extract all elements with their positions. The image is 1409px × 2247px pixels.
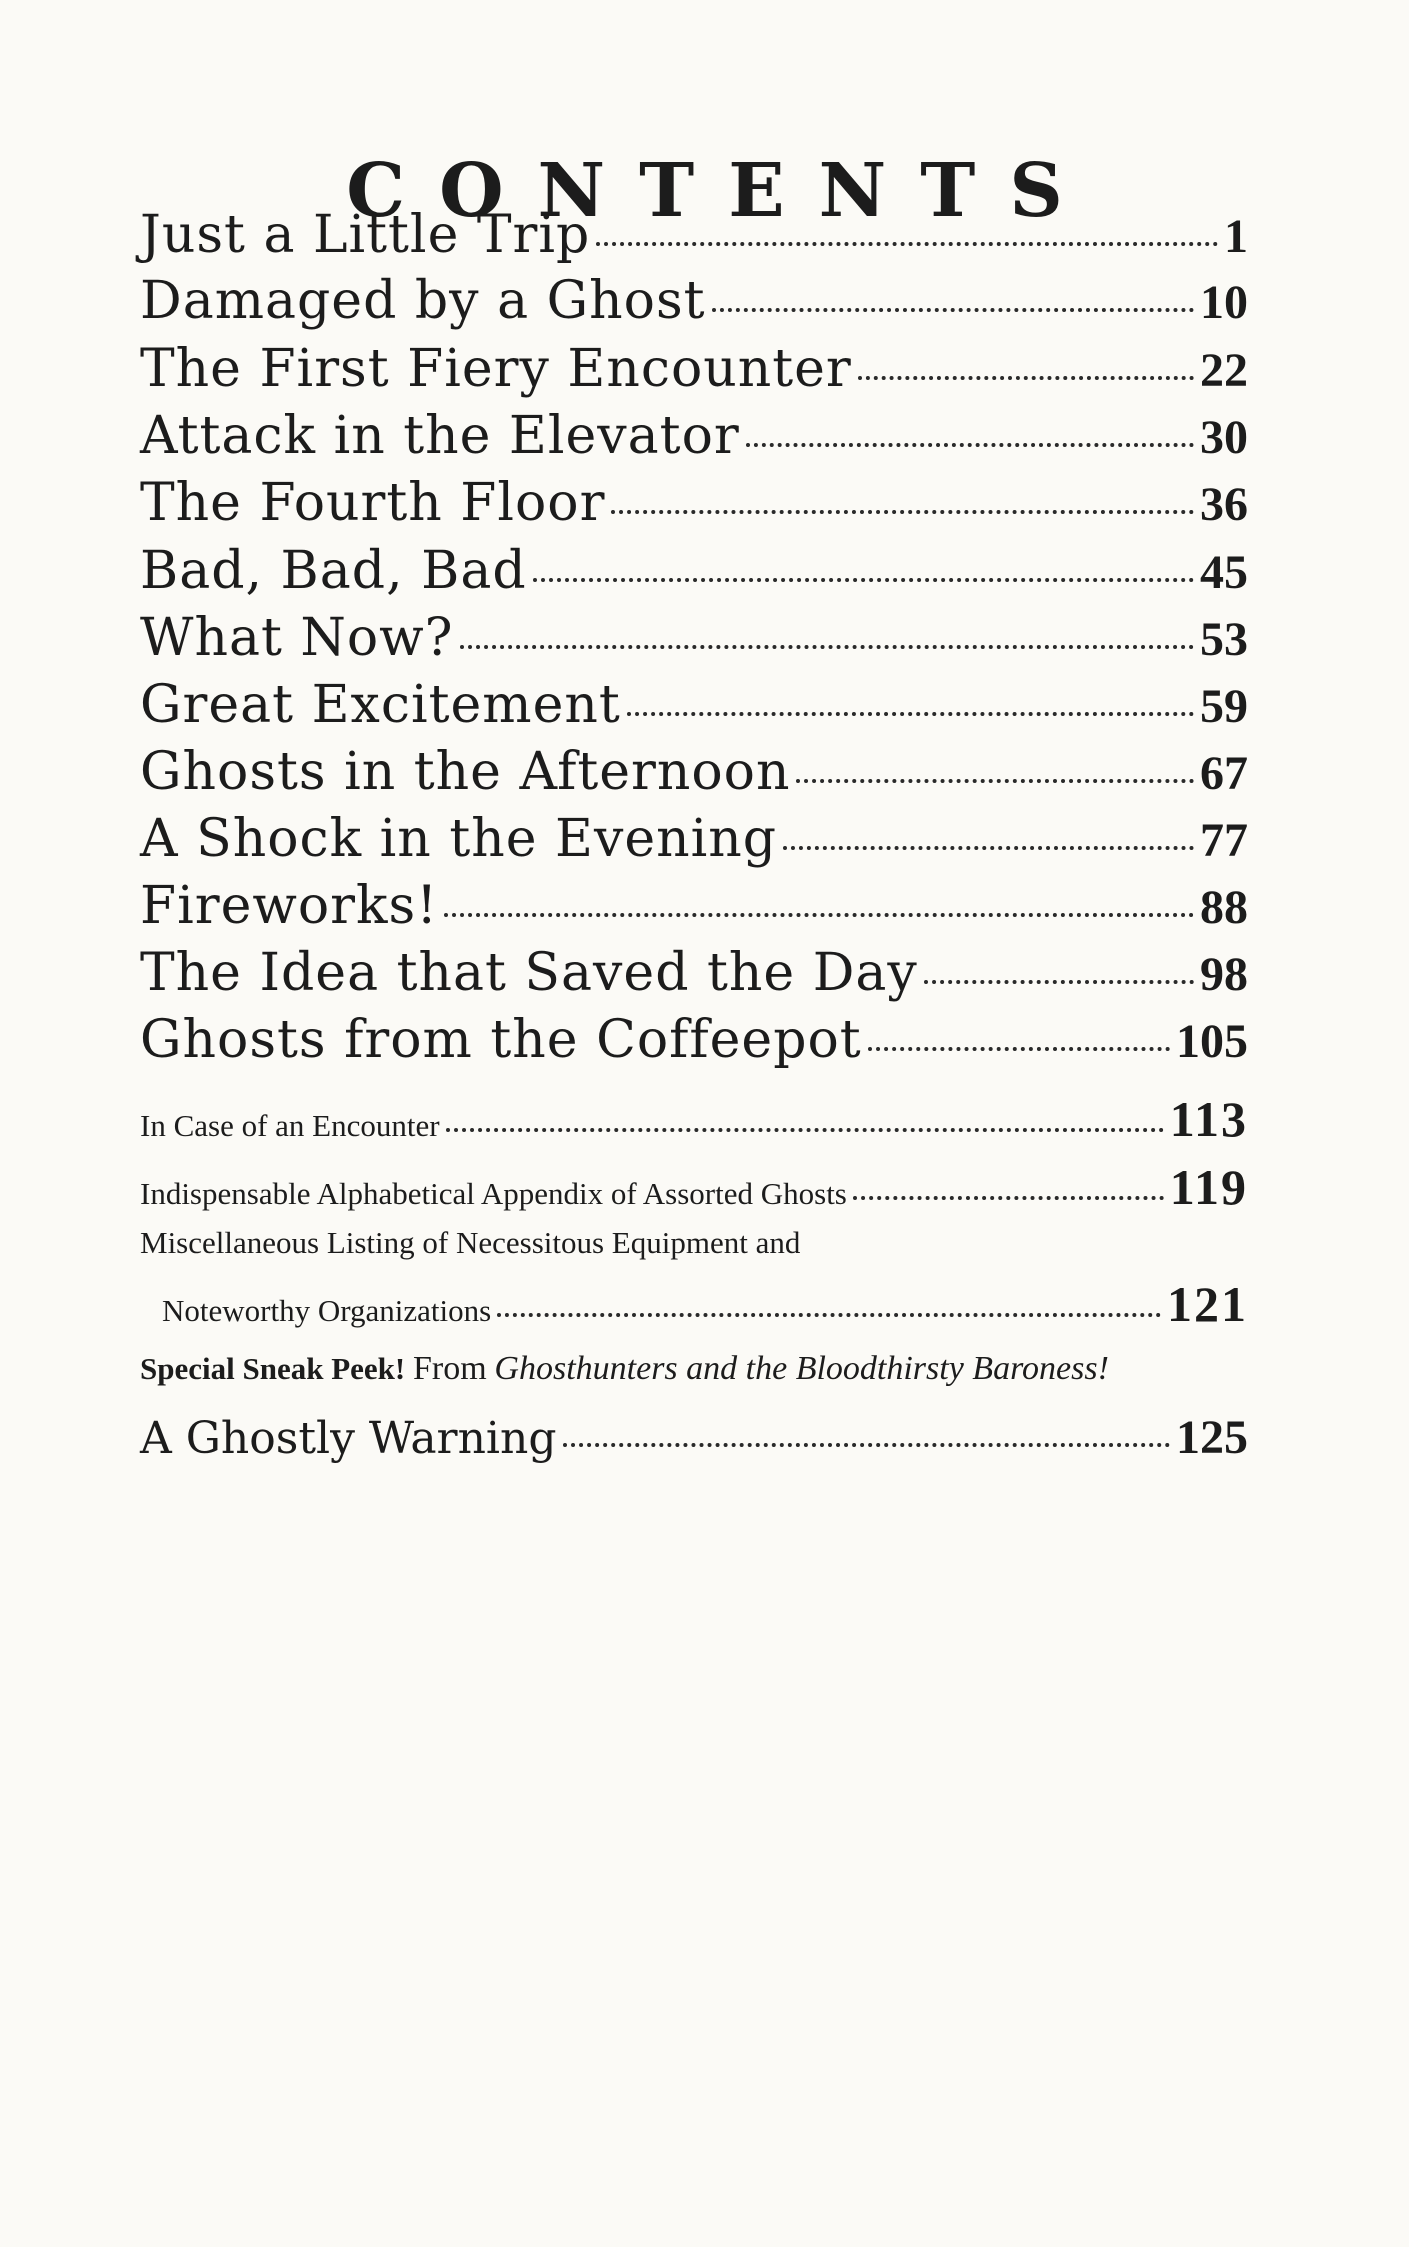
- toc-entry[interactable]: [140, 541, 1248, 601]
- page-number: 88: [1200, 881, 1248, 934]
- dot-leader: [746, 443, 1194, 447]
- chapter-title: A Ghostly Warning: [140, 1413, 557, 1464]
- dot-leader: [868, 1047, 1170, 1051]
- dot-leader: [858, 376, 1194, 380]
- dot-leader: [611, 510, 1194, 514]
- toc-entry-appendix[interactable]: [162, 1275, 1248, 1333]
- dot-leader: [627, 712, 1194, 716]
- chapter-title: Damaged by a Ghost: [140, 271, 706, 331]
- page-number: 105: [1176, 1015, 1248, 1068]
- page-number: 59: [1200, 680, 1248, 733]
- appendix-title: Indispensable Alphabetical Appendix of Assorted Ghosts: [140, 1176, 847, 1211]
- page-number: 22: [1200, 344, 1248, 397]
- toc-entry[interactable]: [140, 675, 1248, 735]
- dot-leader: [796, 779, 1194, 783]
- toc-entry[interactable]: [140, 406, 1248, 466]
- dot-leader: [497, 1313, 1161, 1317]
- chapter-title: Ghosts in the Afternoon: [140, 742, 791, 802]
- page-number: 67: [1200, 747, 1248, 800]
- toc-entry[interactable]: [140, 339, 1248, 399]
- sneak-peek-from: From: [412, 1350, 487, 1387]
- toc-entry[interactable]: [140, 742, 1248, 802]
- toc-entry[interactable]: [140, 1410, 1248, 1465]
- appendix-title: Noteworthy Organizations: [162, 1293, 492, 1328]
- page-number: 77: [1200, 814, 1248, 867]
- chapter-title: A Shock in the Evening: [140, 809, 778, 869]
- page-number: 121: [1167, 1276, 1248, 1332]
- page-title: CONTENTS: [346, 148, 1097, 234]
- chapter-title: Bad, Bad, Bad: [140, 541, 527, 601]
- chapter-title: The Idea that Saved the Day: [140, 943, 918, 1003]
- toc-entry[interactable]: [140, 271, 1248, 331]
- page-number: 36: [1200, 478, 1248, 531]
- toc-entry[interactable]: [140, 876, 1248, 936]
- chapter-title: Attack in the Elevator: [140, 406, 740, 466]
- chapter-title: The Fourth Floor: [140, 473, 606, 533]
- page-number: 1: [1224, 210, 1248, 263]
- page-number: 125: [1176, 1411, 1248, 1464]
- toc-entry[interactable]: [140, 608, 1248, 668]
- dot-leader: [563, 1443, 1171, 1447]
- page-number: 98: [1200, 948, 1248, 1001]
- dot-leader: [924, 980, 1194, 984]
- chapter-title: Great Excitement: [140, 675, 621, 735]
- toc-entry[interactable]: [140, 809, 1248, 869]
- sneak-peek-label: Special Sneak Peek!: [140, 1351, 406, 1386]
- page-number: 53: [1200, 613, 1248, 666]
- page-number: 10: [1200, 276, 1248, 329]
- dot-leader: [446, 1128, 1164, 1132]
- dot-leader: [783, 846, 1194, 850]
- chapter-title: What Now?: [140, 608, 454, 668]
- chapter-title: Just a Little Trip: [140, 205, 591, 265]
- page-number: 113: [1169, 1091, 1248, 1147]
- page-number: 45: [1200, 546, 1248, 599]
- toc-entry-appendix[interactable]: [140, 1158, 1248, 1216]
- page-number: 119: [1169, 1159, 1248, 1215]
- toc-entry[interactable]: [140, 1010, 1248, 1070]
- chapter-title: Fireworks!: [140, 876, 439, 936]
- chapter-title: Ghosts from the Coffeepot: [140, 1010, 862, 1070]
- dot-leader: [853, 1196, 1164, 1200]
- toc-entry[interactable]: [140, 205, 1248, 265]
- toc-entry[interactable]: [140, 473, 1248, 533]
- chapter-title: The First Fiery Encounter: [140, 339, 852, 399]
- dot-leader: [444, 913, 1194, 917]
- toc-entry[interactable]: [140, 943, 1248, 1003]
- dot-leader: [533, 578, 1194, 582]
- dot-leader: [596, 242, 1218, 246]
- page-number: 30: [1200, 411, 1248, 464]
- dot-leader: [712, 308, 1194, 312]
- sneak-peek-book-title: Ghosthunters and the Bloodthirsty Baroness!: [494, 1350, 1109, 1387]
- sneak-peek-line: [140, 1350, 1109, 1388]
- appendix-title-line: Miscellaneous Listing of Necessitous Equipment and: [140, 1225, 801, 1260]
- appendix-title: In Case of an Encounter: [140, 1108, 440, 1143]
- dot-leader: [460, 645, 1194, 649]
- toc-entry-appendix[interactable]: [140, 1090, 1248, 1148]
